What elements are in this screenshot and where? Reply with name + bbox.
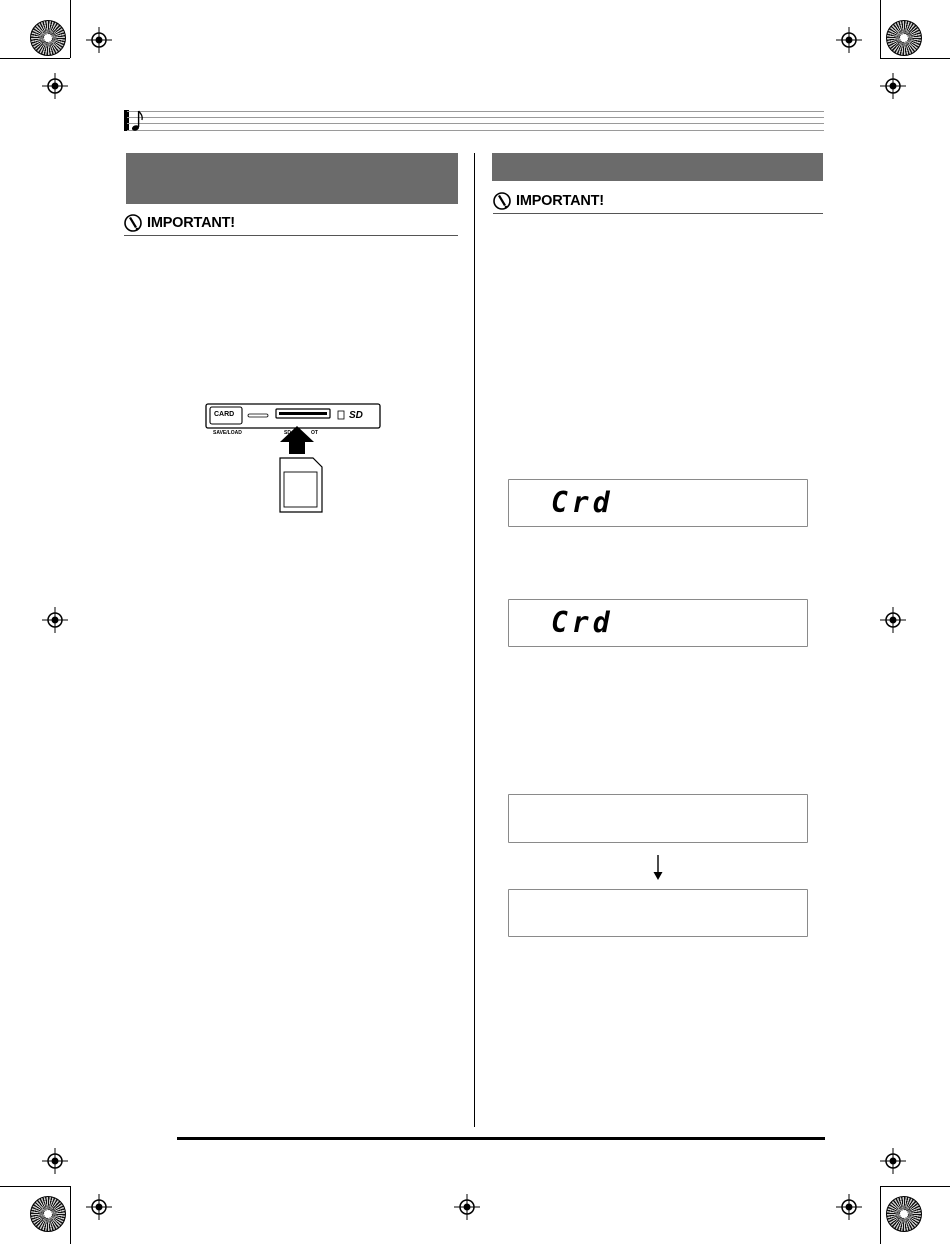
important-label: IMPORTANT! — [147, 215, 235, 231]
color-registration-target-icon — [30, 20, 66, 56]
crop-line — [70, 0, 71, 58]
registration-mark-icon — [880, 73, 906, 99]
footer-rule — [177, 1137, 825, 1140]
card-small-icon — [338, 411, 344, 419]
crop-line — [70, 1186, 71, 1244]
color-registration-target-icon — [886, 1196, 922, 1232]
lcd-text: Crd — [551, 606, 614, 639]
staff-line — [127, 111, 824, 112]
crop-line — [0, 1186, 70, 1187]
lcd-text: Crd — [551, 486, 614, 519]
exclamation-pen-icon — [124, 214, 142, 232]
important-rule — [124, 235, 458, 237]
column-divider — [474, 153, 475, 1127]
slot-label-right: OT — [311, 430, 318, 436]
important-callout — [124, 214, 458, 236]
registration-mark-icon — [42, 73, 68, 99]
crop-line — [880, 58, 950, 59]
lcd-display — [508, 599, 808, 647]
crop-line — [880, 1186, 881, 1244]
registration-mark-icon — [42, 1148, 68, 1174]
color-registration-target-icon — [30, 1196, 66, 1232]
registration-mark-icon — [880, 1148, 906, 1174]
staff-line — [127, 130, 824, 131]
crop-line — [880, 0, 881, 58]
crop-line — [880, 1186, 950, 1187]
exclamation-pen-icon — [493, 192, 511, 210]
staff-line — [127, 123, 824, 124]
lcd-display — [508, 794, 808, 843]
color-registration-target-icon — [886, 20, 922, 56]
registration-mark-icon — [454, 1194, 480, 1220]
slot-label-left: SD — [284, 430, 291, 436]
down-arrow-icon — [652, 855, 664, 881]
save-load-label: SAVE/LOAD — [213, 430, 242, 436]
section-heading-bar — [126, 153, 458, 204]
lcd-display — [508, 889, 808, 937]
staff-bar — [124, 110, 129, 131]
important-label: IMPORTANT! — [516, 193, 604, 209]
registration-mark-icon — [86, 27, 112, 53]
card-button-label: CARD — [214, 411, 235, 418]
registration-mark-icon — [86, 1194, 112, 1220]
staff-line — [127, 117, 824, 118]
crop-line — [0, 58, 70, 59]
registration-mark-icon — [42, 607, 68, 633]
music-note-icon — [131, 109, 145, 133]
registration-mark-icon — [836, 27, 862, 53]
important-callout — [493, 192, 823, 214]
sd-logo: SD — [349, 410, 363, 421]
registration-mark-icon — [880, 607, 906, 633]
important-rule — [493, 213, 823, 215]
lcd-display — [508, 479, 808, 527]
section-heading-bar — [492, 153, 823, 181]
registration-mark-icon — [836, 1194, 862, 1220]
